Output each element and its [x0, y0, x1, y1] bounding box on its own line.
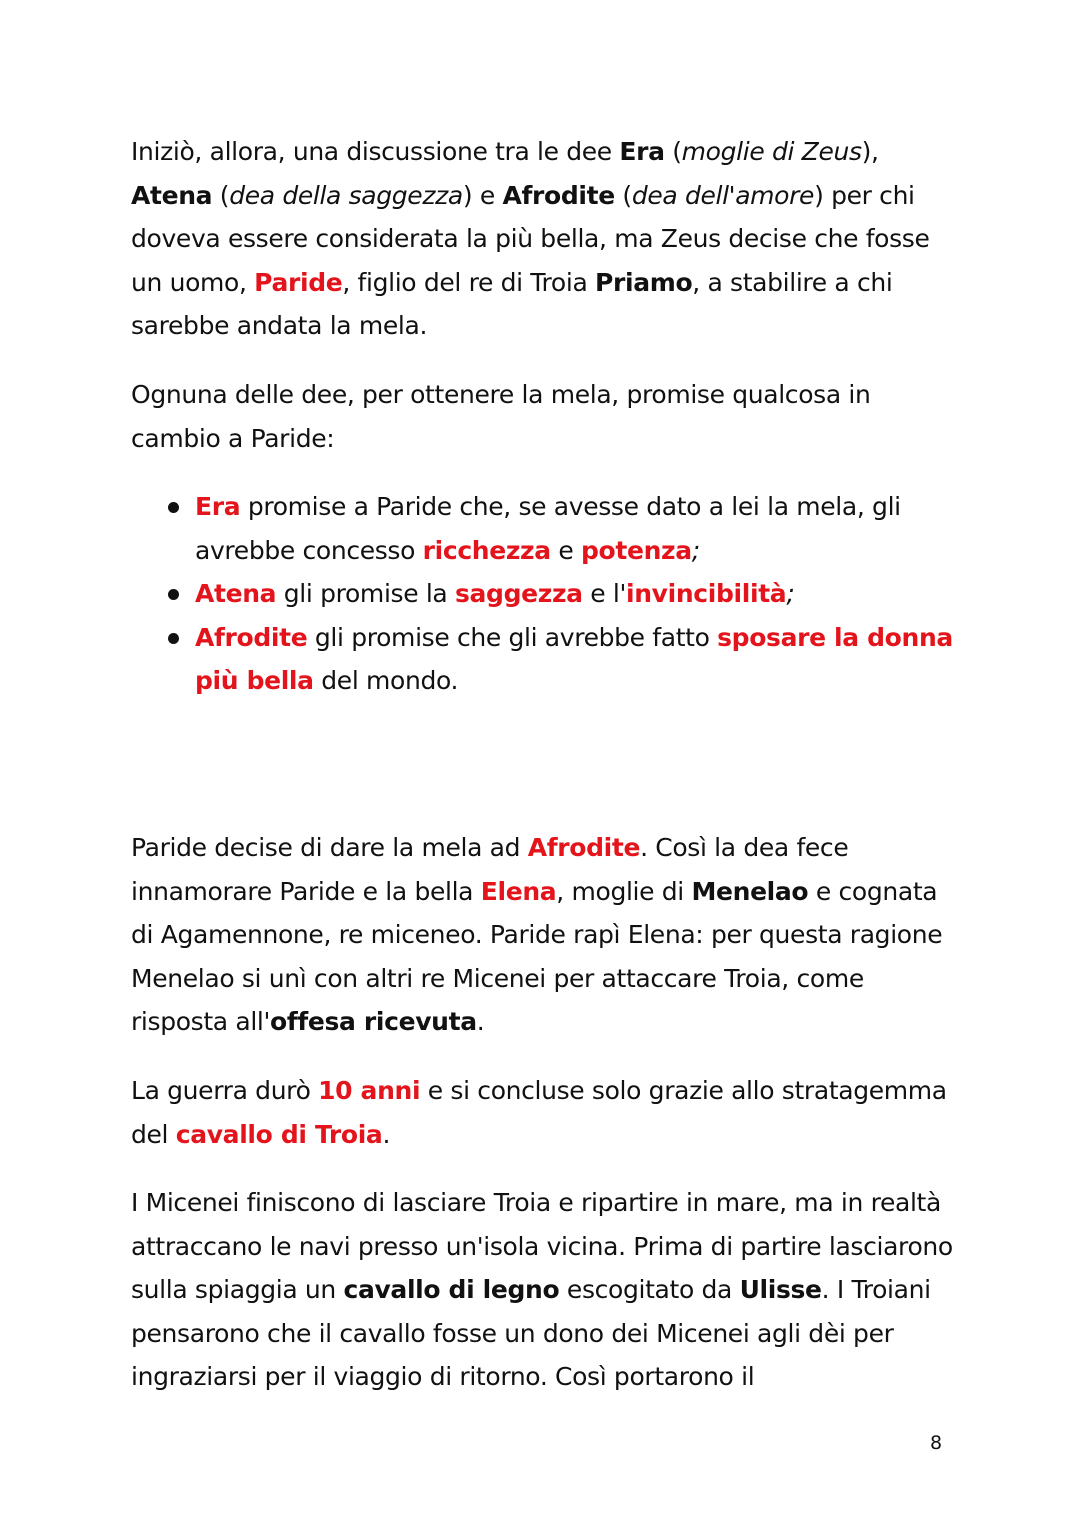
- name-afrodite: Afrodite: [527, 833, 641, 862]
- text-span: .: [382, 1119, 391, 1149]
- paragraph-paride-choice: [131, 826, 961, 1044]
- highlight-cavallo-di-legno: cavallo di legno: [343, 1275, 560, 1305]
- list-item-name: Era: [195, 492, 241, 521]
- highlight-invincibilita: invincibilità: [626, 579, 787, 609]
- afrodite-description: dea dell'amore: [631, 180, 815, 210]
- text-span: e cognata di Agamennone, re miceneo. Paride rapì Elena: per questa ragione Menelao si unì con altri re Micenei per attaccare Troia, come risposta all': [131, 876, 943, 1037]
- text-span: e si concluse solo grazie allo stratagemma del: [131, 1076, 947, 1149]
- name-afrodite: Afrodite: [502, 180, 615, 210]
- text-span: , figlio del re di Troia: [342, 267, 596, 297]
- promises-list: [131, 485, 961, 703]
- list-item-era: [131, 485, 961, 572]
- text-span: e l': [582, 579, 627, 609]
- list-item-name: Afrodite: [195, 622, 308, 652]
- highlight-potenza: potenza: [581, 535, 692, 565]
- text-span: , moglie di: [556, 876, 692, 906]
- list-item-afrodite: [131, 616, 961, 703]
- text-span: Paride decise di dare la mela ad: [131, 833, 528, 862]
- text-span: e: [550, 535, 582, 565]
- text-span: (: [212, 180, 230, 210]
- text-span: ;: [786, 579, 795, 609]
- text-span: ) e: [462, 180, 503, 210]
- text-span: (: [614, 180, 632, 210]
- text-span: . I Troiani pensarono che il cavallo fosse un dono dei Micenei agli dèi per ingraziarsi per il viaggio di ritorno. Così portarono il: [131, 1275, 931, 1392]
- name-menelao: Menelao: [691, 876, 809, 906]
- text-span: (: [664, 137, 682, 166]
- bullet-icon: [168, 633, 179, 644]
- name-elena: Elena: [480, 876, 557, 906]
- paragraph-dispute: [131, 130, 961, 348]
- text-span: gli promise che gli avrebbe fatto: [307, 622, 718, 652]
- text-span: . Così la dea fece innamorare Paride e la bella: [131, 833, 849, 906]
- text-span: Ognuna delle dee, per ottenere la mela, promise qualcosa in cambio a Paride:: [131, 380, 871, 453]
- text-span: La guerra durò: [131, 1076, 319, 1105]
- text-span: ;: [691, 535, 700, 565]
- list-item-name: Atena: [195, 579, 277, 609]
- highlight-ricchezza: ricchezza: [422, 535, 551, 565]
- bullet-icon: [168, 589, 179, 600]
- text-span: Iniziò, allora, una discussione tra le dee: [131, 137, 620, 166]
- bullet-icon: [168, 502, 179, 513]
- text-span: escogitato da: [559, 1275, 740, 1305]
- text-span: .: [476, 1007, 485, 1037]
- era-description: moglie di Zeus: [681, 137, 862, 166]
- text-span: ) per chi doveva essere considerata la più bella, ma Zeus decise che fosse un uomo,: [131, 180, 930, 297]
- name-era: Era: [619, 137, 665, 166]
- highlight-saggezza: saggezza: [455, 579, 583, 609]
- text-span: I Micenei finiscono di lasciare Troia e ripartire in mare, ma in realtà attraccano le navi presso un'isola vicina. Prima di partire lasciarono sulla spiaggia un: [131, 1188, 953, 1305]
- highlight-sposare: sposare la donna più bella: [195, 622, 953, 696]
- highlight-cavallo-di-troia: cavallo di Troia: [175, 1119, 383, 1149]
- text-span: promise a Paride che, se avesse dato a lei la mela, gli avrebbe concesso: [195, 492, 901, 565]
- paragraph-promises-intro: [131, 373, 961, 460]
- list-item-atena: [131, 572, 961, 616]
- name-paride: Paride: [254, 267, 343, 297]
- paragraph-trojan-horse: [131, 1181, 961, 1399]
- paragraph-war-duration: [131, 1069, 961, 1156]
- text-span: del mondo.: [313, 666, 459, 696]
- highlight-offesa: offesa ricevuta: [270, 1007, 477, 1037]
- text-span: , a stabilire a chi sarebbe andata la mela.: [131, 267, 893, 341]
- text-span: ),: [861, 137, 879, 166]
- highlight-anni: 10 anni: [318, 1076, 421, 1105]
- name-priamo: Priamo: [595, 267, 693, 297]
- name-atena: Atena: [131, 180, 213, 210]
- name-ulisse: Ulisse: [739, 1275, 822, 1305]
- atena-description: dea della saggezza: [229, 180, 463, 210]
- text-span: gli promise la: [276, 579, 455, 609]
- page-number: 8: [930, 1432, 943, 1454]
